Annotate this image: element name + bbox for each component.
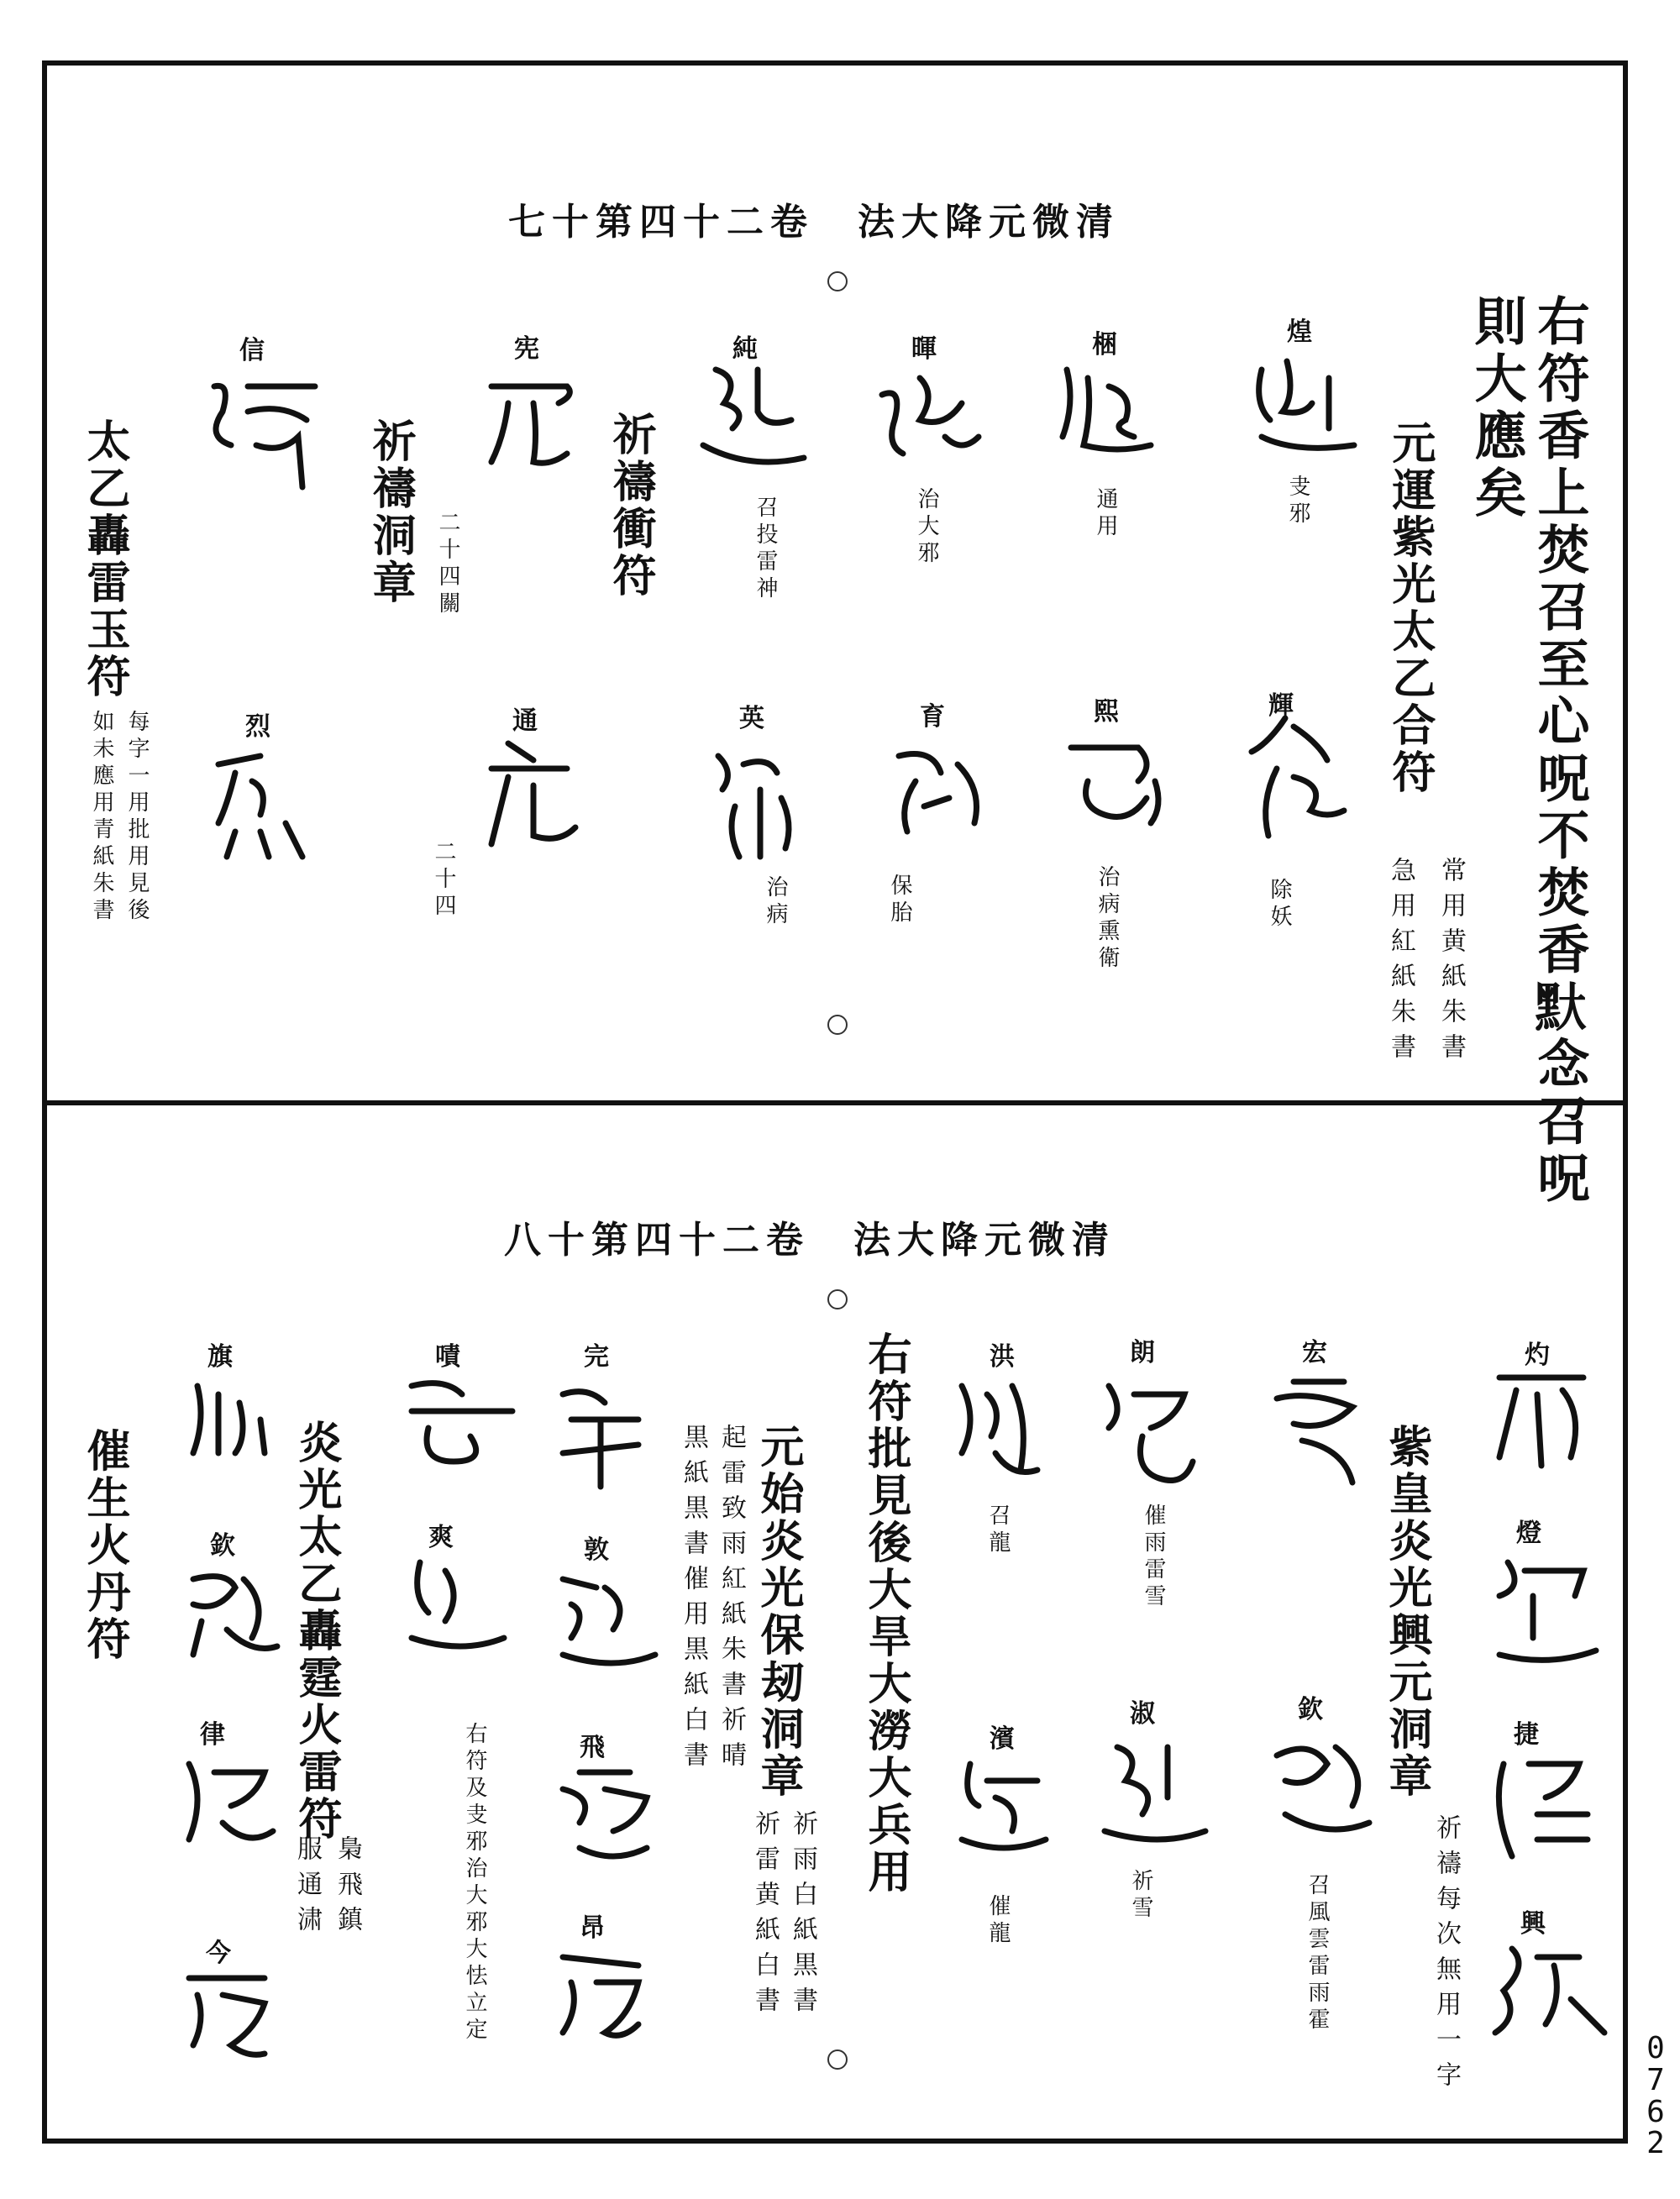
talisman-label: 欽 [1298,1695,1323,1724]
talisman-label: 捷 [1514,1720,1539,1750]
talisman-label: 宏 [1302,1338,1327,1367]
talisman-glyph-l7 [181,1369,281,1470]
text-column: 祈禱洞章 [365,418,416,606]
talisman-label: 飛 [580,1733,605,1762]
text-column: 元運紫光太乙合符 [1384,420,1436,796]
talisman-glyph-l13 [395,1546,512,1663]
talisman-glyph-l10 [1092,1730,1210,1848]
talisman-glyph-l9 [1260,1730,1378,1839]
talisman-label: 梱 [1092,330,1117,360]
text-column-note: 黒紙黒書催用黒紙白書 [679,1424,708,1777]
talisman-label: 煌 [1287,318,1312,347]
text-column: 元始炎光保刼洞章 [753,1424,804,1800]
talisman-label: 燈 [1516,1519,1541,1548]
text-column: 則大應矣 [1466,294,1527,522]
talisman-label: 灼 [1525,1341,1550,1370]
talisman-label: 熙 [1094,697,1119,727]
talisman-label: 輝 [1268,691,1294,721]
talisman-glyph-l4 [945,1369,1054,1495]
talisman-glyph-1 [1245,344,1362,470]
talisman-note: 催龍 [985,1894,1011,1948]
talisman-glyph-l3 [1092,1369,1201,1495]
talisman-label: 律 [200,1720,225,1750]
text-column: 右符批見後大旱大澇大兵用 [860,1331,911,1896]
talisman-label: 欽 [210,1531,235,1561]
talisman-note: 保胎 [887,874,912,927]
talisman-glyph-l19 [546,1940,655,2049]
talisman-glyph-8 [1054,731,1172,840]
talisman-label: 爽 [428,1523,454,1552]
talisman-label: 完 [584,1342,609,1372]
binding-hole-upper-bottom [827,1015,848,1035]
talisman-label: 旗 [207,1342,233,1372]
talisman-glyph-10 [701,739,811,865]
text-column: 紫皇炎光興元洞章 [1381,1424,1432,1800]
page-header-upper: 七十第四十二卷 法大降元微清 [508,201,1120,244]
text-column: 炎光太乙轟霆火雷符 [291,1420,342,1843]
text-column-note: 如未應用青紙朱書 [89,710,114,925]
talisman-glyph-2 [1050,353,1168,470]
talisman-note: 催雨雷雪 [1141,1504,1166,1611]
talisman-glyph-l16 [546,1756,664,1873]
text-column-note: 祈雷黄紙白書 [750,1810,780,2022]
talisman-label: 信 [239,336,265,365]
text-column-note: 服通㴋 [292,1835,322,1941]
talisman-note: 二十四關 [435,511,460,618]
text-column-note: 梟飛鎮 [333,1835,362,1941]
talisman-note: 治大邪 [914,487,939,568]
talisman-glyph-6 [197,361,323,496]
talisman-note: 除妖 [1267,878,1292,932]
talisman-note: 召龍 [985,1504,1011,1557]
talisman-note: 二十四 [431,840,456,921]
talisman-glyph-12 [202,739,319,865]
talisman-glyph-l12 [546,1562,664,1680]
talisman-label: 濱 [990,1724,1015,1754]
text-column-note: 起雷致雨紅紙朱書祈晴 [717,1424,746,1777]
text-column-note: 每字一用批用見後 [124,710,150,925]
talisman-label: 興 [1520,1909,1546,1939]
talisman-note: 治病熏衛 [1095,865,1120,973]
talisman-label: 洪 [990,1342,1015,1372]
talisman-glyph-l17 [172,1747,281,1865]
talisman-glyph-9 [882,739,1000,848]
talisman-note: 通用 [1093,487,1118,541]
talisman-glyph-7 [1235,710,1361,853]
talisman-glyph-l2 [1260,1365,1369,1491]
talisman-label: 昂 [580,1913,605,1943]
talisman-label: 敦 [584,1535,609,1565]
talisman-glyph-l18 [1478,1932,1613,2041]
binding-hole-lower-top [827,1289,848,1309]
talisman-glyph-l15 [1478,1747,1596,1865]
talisman-glyph-11 [475,735,592,861]
talisman-label: 今 [206,1939,231,1968]
binding-hole-lower-bottom [827,2049,848,2070]
text-column-note: 祈禱每次無用一字 [1431,1814,1461,2097]
talisman-label: 嘖 [435,1342,460,1372]
talisman-label: 育 [920,702,945,732]
text-column: 祈禱衝符 [605,412,656,600]
talisman-glyph-l11 [945,1747,1054,1856]
text-column: 催生火丹符 [79,1428,130,1663]
talisman-label: 烈 [245,712,270,742]
talisman-label: 淑 [1130,1699,1155,1729]
talisman-note: 祈雪 [1128,1869,1153,1923]
page-divider [42,1100,1628,1105]
talisman-glyph-5 [475,370,584,479]
talisman-label: 英 [739,704,764,733]
talisman-label: 朗 [1130,1338,1155,1367]
talisman-glyph-4 [690,353,808,479]
talisman-label: 通 [512,706,538,736]
talisman-glyph-l5 [546,1378,655,1495]
text-column-note: 祈雨白紙黒書 [788,1810,817,2022]
page-header-lower: 八十第四十二卷 法大降元微清 [504,1219,1116,1262]
talisman-note: 召投雷神 [753,496,778,603]
talisman-glyph-l14 [176,1554,286,1672]
talisman-note: 右符及叏邪治大邪大怯立定 [462,1722,487,2044]
talisman-note: 召風雲雷雨霍 [1305,1873,1330,2034]
binding-hole-upper-top [827,271,848,291]
talisman-note: 叏邪 [1285,475,1310,528]
talisman-glyph-l6 [395,1369,521,1478]
talisman-note: 治病 [763,875,788,929]
page-number: 0762 [1646,2031,1665,2161]
talisman-glyph-3 [869,361,987,479]
talisman-label: 暉 [911,334,937,364]
text-column: 太乙轟雷玉符 [79,418,130,701]
talisman-label: 純 [732,334,758,364]
talisman-label: 宪 [514,334,539,364]
text-column-note: 急用紅紙朱書 [1386,857,1415,1068]
talisman-glyph-l20 [172,1961,281,2070]
text-column-note: 常用黄紙朱書 [1436,857,1466,1068]
talisman-glyph-l1 [1491,1365,1592,1474]
text-column: 右符香上焚召至心呪不焚香𪐝念召呪 [1529,294,1590,1208]
talisman-glyph-l8 [1483,1546,1600,1672]
